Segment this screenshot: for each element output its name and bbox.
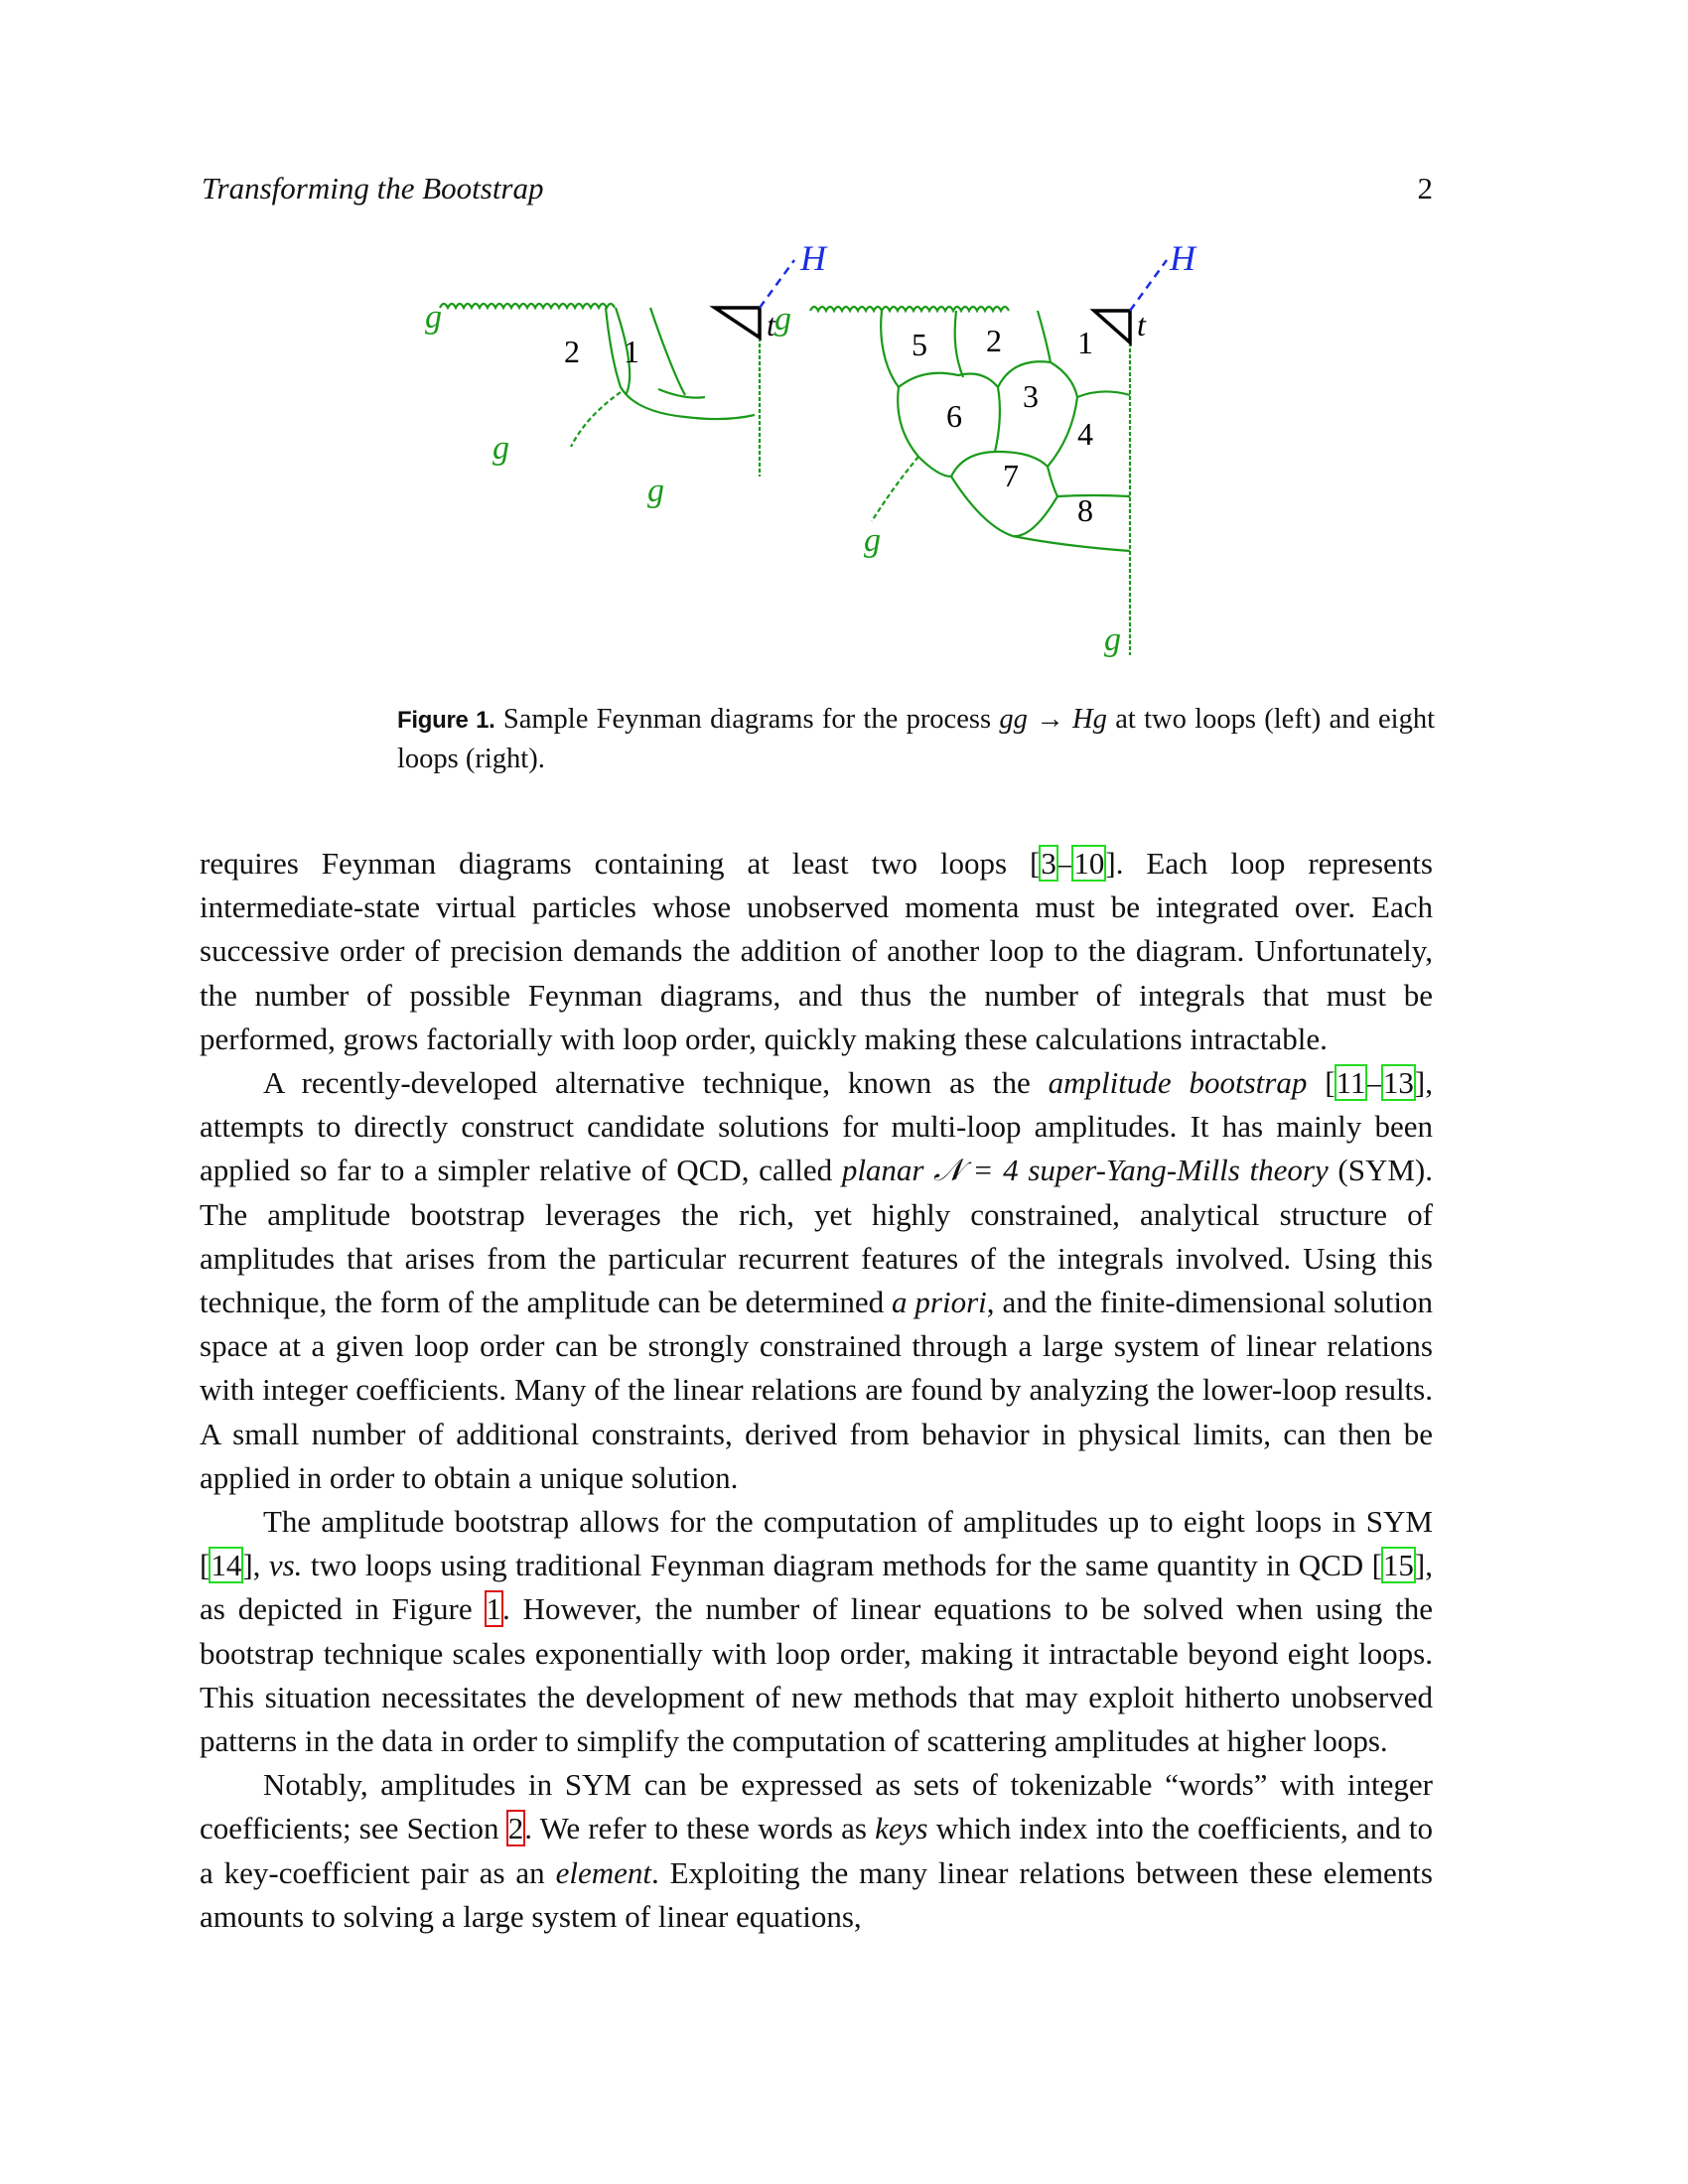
citation-link[interactable]: 13: [1382, 1065, 1414, 1101]
loop-label: 3: [1023, 378, 1039, 414]
figure-1: [397, 233, 1440, 670]
text: two loops using traditional Feynman diagram methods for the same quantity in QCD [: [302, 1548, 1382, 1583]
paragraph-3: [200, 1500, 1433, 1763]
citation-link[interactable]: 15: [1382, 1548, 1414, 1583]
text: The amplitude bootstrap allows for the computation of amplitudes up to eight loops in SYM [: [200, 1504, 1433, 1583]
caption-text: Sample Feynman diagrams for the process: [494, 704, 1000, 735]
paragraph-4: [200, 1763, 1433, 1939]
loop-label: 8: [1077, 492, 1093, 528]
emphasis: planar 𝒩 = 4 super-Yang-Mills theory: [841, 1153, 1329, 1188]
gluon-label: g: [492, 430, 509, 467]
caption-text: at two loops (left) and eight loops (right).: [397, 704, 1436, 774]
text: . We refer to these words as: [524, 1811, 876, 1846]
body-text: [200, 842, 1433, 1939]
text: –: [1366, 1065, 1382, 1101]
loop-label: 6: [946, 398, 962, 434]
emphasis: a priori: [892, 1285, 987, 1320]
loop-label: 1: [1077, 325, 1093, 360]
text: , and the finite-dimensional solution space at a given loop order can be strongly constrained through a large system of linear relations with integer coefficients. Many of the linear relations are found by analyzing the lower-loop results. A small number of additional constraints, derived from behavior in physical limits, can then be applied in order to obtain a unique solution.: [200, 1285, 1433, 1495]
text: which index into the coefficients, and to a key-coefficient pair as an: [200, 1811, 1433, 1890]
paragraph-1: [200, 842, 1433, 1061]
caption-math: gg → Hg: [999, 704, 1107, 735]
section-ref-link[interactable]: 2: [507, 1811, 524, 1846]
text: ], attempts to directly construct candidate solutions for multi-loop amplitudes. It has mainly been applied so far to a simpler relative of QCD, called: [200, 1065, 1433, 1188]
gluon-label: g: [774, 301, 791, 338]
emphasis: element: [555, 1854, 651, 1890]
loop-label: 2: [564, 334, 580, 369]
text: . Exploiting the many linear relations between these elements amounts to solving a large system of linear equations,: [200, 1854, 1433, 1934]
page-number: 2: [1417, 171, 1433, 205]
loop-label: 1: [624, 334, 639, 369]
citation-link[interactable]: 10: [1073, 846, 1105, 881]
emphasis: vs.: [268, 1548, 303, 1583]
loop-label: 4: [1077, 416, 1093, 452]
gluon-label: g: [425, 299, 442, 336]
top-loop-left: [715, 308, 760, 338]
loop-label: 2: [986, 323, 1002, 358]
text: requires Feynman diagrams containing at least two loops [: [200, 846, 1041, 881]
citation-link[interactable]: 14: [211, 1548, 242, 1583]
figure-caption: [397, 700, 1435, 778]
emphasis: keys: [875, 1811, 928, 1846]
citation-link[interactable]: 11: [1336, 1065, 1366, 1101]
text: ]. Each loop represents intermediate-state virtual particles whose unobserved momenta must be integrated over. Each successive order of precision demands the addition of another loop to the diagram. Unfortunately, the number of possible Feynman diagrams, and thus the number of integrals that must be performed, grows factorially with loop order, quickly making these calculations intractable.: [200, 846, 1433, 1056]
figure-ref-link[interactable]: 1: [486, 1591, 501, 1627]
text: –: [1056, 846, 1073, 881]
higgs-label: H: [800, 238, 826, 278]
top-loop-right: [1094, 311, 1130, 342]
text: ], as depicted in Figure: [200, 1548, 1433, 1627]
gluon-label: g: [1104, 621, 1121, 658]
text: [: [1307, 1065, 1336, 1101]
figure-label: Figure 1.: [397, 707, 495, 734]
gluon-label: g: [647, 473, 664, 509]
text: Notably, amplitudes in SYM can be expressed as sets of tokenizable “words” with integer coefficients; see Section: [200, 1767, 1433, 1846]
loop-label: 5: [912, 327, 927, 362]
text: (SYM). The amplitude bootstrap leverages the rich, yet highly constrained, analytical structure of amplitudes that arises from the particular recurrent features of the integrals involved. Using this technique, the form of the amplitude can be determined: [200, 1153, 1433, 1320]
two-loop-diagram: [440, 304, 760, 477]
gluon-label: g: [864, 522, 881, 559]
higgs-line-right: [1130, 260, 1167, 311]
loop-label: 7: [1003, 458, 1019, 493]
feynman-diagrams: [397, 233, 1440, 670]
running-title: Transforming the Bootstrap: [202, 171, 544, 205]
paragraph-2: [200, 1061, 1433, 1500]
running-header: [202, 171, 1433, 210]
text: ],: [242, 1548, 269, 1583]
top-label: t: [1137, 307, 1146, 342]
citation-link[interactable]: 3: [1041, 846, 1056, 881]
top-label: t: [767, 307, 775, 342]
emphasis: amplitude bootstrap: [1048, 1065, 1308, 1101]
text: A recently-developed alternative technique, known as the: [263, 1065, 1049, 1101]
text: . However, the number of linear equations to be solved when using the bootstrap technique scales exponentially with loop order, making it intractable beyond eight loops. This situation necessitates the development of new methods that may exploit hitherto unobserved patterns in the data in order to simplify the computation of scattering amplitudes at higher loops.: [200, 1591, 1433, 1759]
higgs-label: H: [1170, 238, 1196, 278]
